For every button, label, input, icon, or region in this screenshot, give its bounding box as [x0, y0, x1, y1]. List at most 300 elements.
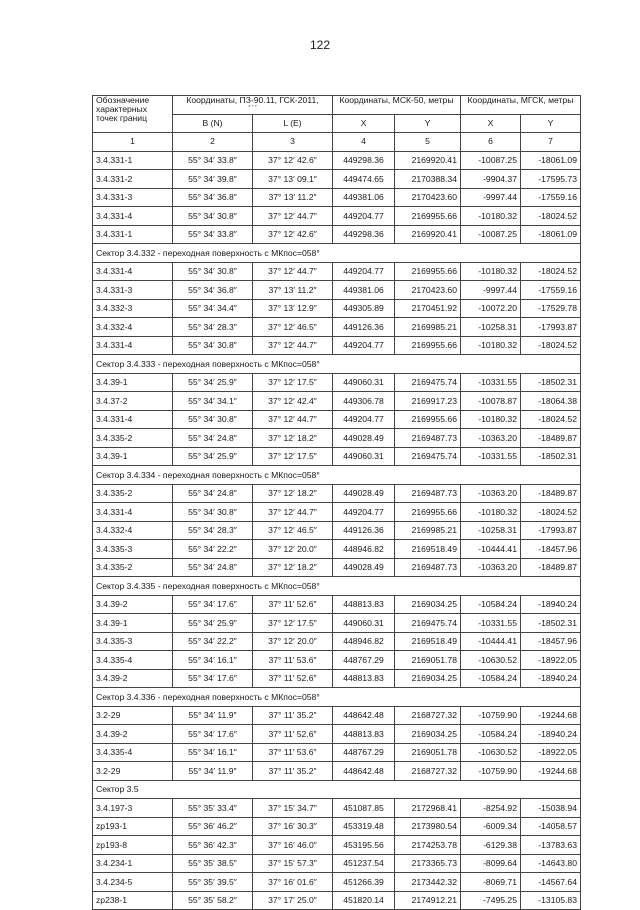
- longitude-cell: 37° 12′ 17.5″: [253, 447, 333, 466]
- table-row: [93, 484, 581, 503]
- msk-y-cell: 2169920.41: [395, 225, 461, 244]
- longitude-cell: 37° 12′ 44.7″: [253, 336, 333, 355]
- sector-header-row: [93, 244, 581, 263]
- mgsk-x-cell: -9997.44: [461, 188, 521, 207]
- point-id-cell: 3.4.335-2: [93, 429, 173, 448]
- table-row: [93, 447, 581, 466]
- msk-y-cell: 2169487.73: [395, 558, 461, 577]
- mgsk-y-cell: -17559.16: [521, 281, 581, 300]
- table-row: [93, 558, 581, 577]
- mgsk-x-cell: -10180.32: [461, 207, 521, 226]
- msk-y-cell: 2169985.21: [395, 318, 461, 337]
- msk-x-cell: 448767.29: [333, 743, 395, 762]
- latitude-cell: 55° 34′ 39.8″: [173, 170, 253, 189]
- longitude-cell: 37° 12′ 18.2″: [253, 429, 333, 448]
- mgsk-x-cell: -10180.32: [461, 262, 521, 281]
- latitude-cell: 55° 35′ 33.4″: [173, 799, 253, 818]
- longitude-cell: 37° 15′ 57.3″: [253, 854, 333, 873]
- longitude-cell: 37° 11′ 52.6″: [253, 725, 333, 744]
- msk-x-cell: 449204.77: [333, 207, 395, 226]
- table-row: [93, 799, 581, 818]
- msk-x-cell: 449060.31: [333, 614, 395, 633]
- mgsk-y-cell: -18024.52: [521, 410, 581, 429]
- table-row: [93, 170, 581, 189]
- msk-y-cell: 2169034.25: [395, 669, 461, 688]
- point-id-cell: 3.4.335-4: [93, 743, 173, 762]
- point-id-cell: 3.4.331-4: [93, 410, 173, 429]
- msk-x-cell: 449028.49: [333, 429, 395, 448]
- latitude-cell: 55° 34′ 17.6″: [173, 669, 253, 688]
- point-id-cell: 3.4.332-4: [93, 521, 173, 540]
- table-row: [93, 207, 581, 226]
- msk-x-cell: 448946.82: [333, 540, 395, 559]
- table-row: [93, 817, 581, 836]
- table-row: [93, 299, 581, 318]
- sector-title: Сектор 3.4.332 - переходная поверхность с МКпос=058°: [93, 244, 581, 263]
- point-id-cell: 3.4.335-3: [93, 632, 173, 651]
- mgsk-y-cell: -18940.24: [521, 669, 581, 688]
- msk-x-cell: 451087.85: [333, 799, 395, 818]
- msk-x-cell: 449060.31: [333, 373, 395, 392]
- latitude-cell: 55° 34′ 22.2″: [173, 540, 253, 559]
- longitude-cell: 37° 13′ 11.2″: [253, 188, 333, 207]
- mgsk-y-cell: -19244.68: [521, 762, 581, 781]
- mgsk-x-cell: -10078.87: [461, 392, 521, 411]
- msk-x-cell: 448642.48: [333, 762, 395, 781]
- table-row: [93, 595, 581, 614]
- mgsk-y-cell: -18922.05: [521, 743, 581, 762]
- msk-y-cell: 2168727.32: [395, 762, 461, 781]
- mgsk-y-cell: -18061.09: [521, 225, 581, 244]
- mgsk-x-cell: -10759.90: [461, 762, 521, 781]
- msk-y-cell: 2174253.78: [395, 836, 461, 855]
- table-row: [93, 725, 581, 744]
- point-id-cell: 3.4.335-2: [93, 558, 173, 577]
- longitude-cell: 37° 11′ 53.6″: [253, 651, 333, 670]
- latitude-cell: 55° 34′ 11.9″: [173, 706, 253, 725]
- point-id-cell: 3.4.331-4: [93, 336, 173, 355]
- mgsk-x-cell: -10331.55: [461, 447, 521, 466]
- latitude-cell: 55° 35′ 38.5″: [173, 854, 253, 873]
- sector-title: Сектор 3.4.333 - переходная поверхность с МКпос=058°: [93, 355, 581, 374]
- msk-x-cell: 453319.48: [333, 817, 395, 836]
- msk-x-cell: 449474.65: [333, 170, 395, 189]
- table-row: [93, 373, 581, 392]
- sector-header-row: [93, 688, 581, 707]
- msk-x-cell: 449204.77: [333, 503, 395, 522]
- mgsk-y-cell: -17559.16: [521, 188, 581, 207]
- header-b-n: B (N): [173, 114, 253, 133]
- table-row: [93, 540, 581, 559]
- longitude-cell: 37° 12′ 44.7″: [253, 262, 333, 281]
- table-row: [93, 503, 581, 522]
- table-row: [93, 225, 581, 244]
- msk-y-cell: 2169034.25: [395, 595, 461, 614]
- mgsk-x-cell: -10087.25: [461, 225, 521, 244]
- table-row: [93, 429, 581, 448]
- longitude-cell: 37° 13′ 12.9″: [253, 299, 333, 318]
- mgsk-x-cell: -10444.41: [461, 632, 521, 651]
- mgsk-x-cell: -10363.20: [461, 558, 521, 577]
- longitude-cell: 37° 11′ 53.6″: [253, 743, 333, 762]
- mgsk-y-cell: -18502.31: [521, 447, 581, 466]
- msk-x-cell: 453195.56: [333, 836, 395, 855]
- point-id-cell: zp193-1: [93, 817, 173, 836]
- table-row: [93, 743, 581, 762]
- point-id-cell: 3.4.332-3: [93, 299, 173, 318]
- point-id-cell: 3.4.331-1: [93, 151, 173, 170]
- latitude-cell: 55° 34′ 11.9″: [173, 762, 253, 781]
- mgsk-y-cell: -17993.87: [521, 521, 581, 540]
- latitude-cell: 55° 34′ 24.8″: [173, 484, 253, 503]
- longitude-cell: 37° 12′ 18.2″: [253, 484, 333, 503]
- longitude-cell: 37° 12′ 46.5″: [253, 318, 333, 337]
- longitude-cell: 37° 13′ 11.2″: [253, 281, 333, 300]
- header-msk-x: X: [333, 114, 395, 133]
- msk-y-cell: 2172968.41: [395, 799, 461, 818]
- table-row: [93, 262, 581, 281]
- msk-y-cell: 2170423.60: [395, 188, 461, 207]
- msk-y-cell: 2169518.49: [395, 632, 461, 651]
- latitude-cell: 55° 35′ 58.2″: [173, 891, 253, 910]
- mgsk-x-cell: -10584.24: [461, 669, 521, 688]
- latitude-cell: 55° 34′ 17.6″: [173, 595, 253, 614]
- mgsk-y-cell: -18024.52: [521, 503, 581, 522]
- msk-x-cell: 448813.83: [333, 725, 395, 744]
- msk-y-cell: 2173365.73: [395, 854, 461, 873]
- page-number: 122: [309, 38, 331, 52]
- table-row: [93, 836, 581, 855]
- mgsk-y-cell: -17595.73: [521, 170, 581, 189]
- header-pz90-coordinates: [173, 96, 333, 115]
- mgsk-x-cell: -8099.64: [461, 854, 521, 873]
- point-id-cell: 3.4.39-2: [93, 725, 173, 744]
- table-row: [93, 614, 581, 633]
- latitude-cell: 55° 34′ 33.8″: [173, 225, 253, 244]
- longitude-cell: 37° 12′ 42.6″: [253, 151, 333, 170]
- latitude-cell: 55° 34′ 25.9″: [173, 614, 253, 633]
- msk-x-cell: 449305.89: [333, 299, 395, 318]
- column-number: 5: [395, 133, 461, 152]
- latitude-cell: 55° 34′ 30.8″: [173, 207, 253, 226]
- table-row: [93, 873, 581, 892]
- msk-y-cell: 2170423.60: [395, 281, 461, 300]
- msk-x-cell: 448642.48: [333, 706, 395, 725]
- table-row: [93, 762, 581, 781]
- msk-y-cell: 2169034.25: [395, 725, 461, 744]
- msk-y-cell: 2174912.21: [395, 891, 461, 910]
- mgsk-x-cell: -10072.20: [461, 299, 521, 318]
- longitude-cell: 37° 12′ 44.7″: [253, 207, 333, 226]
- msk-x-cell: 451266.39: [333, 873, 395, 892]
- header-mgsk-coordinates: Координаты, МГСК, метры: [461, 96, 581, 115]
- longitude-cell: 37° 17′ 25.0″: [253, 891, 333, 910]
- latitude-cell: 55° 34′ 16.1″: [173, 743, 253, 762]
- msk-y-cell: 2169917.23: [395, 392, 461, 411]
- latitude-cell: 55° 34′ 34.4″: [173, 299, 253, 318]
- latitude-cell: 55° 34′ 25.9″: [173, 373, 253, 392]
- header-pz90-units: ° ′ ″: [248, 105, 257, 111]
- msk-y-cell: 2173980.54: [395, 817, 461, 836]
- latitude-cell: 55° 35′ 39.5″: [173, 873, 253, 892]
- longitude-cell: 37° 12′ 42.6″: [253, 225, 333, 244]
- latitude-cell: 55° 34′ 36.8″: [173, 281, 253, 300]
- point-id-cell: 3.4.331-1: [93, 225, 173, 244]
- msk-x-cell: 449298.36: [333, 151, 395, 170]
- latitude-cell: 55° 34′ 30.8″: [173, 262, 253, 281]
- point-id-cell: 3.4.234-5: [93, 873, 173, 892]
- latitude-cell: 55° 36′ 42.3″: [173, 836, 253, 855]
- mgsk-x-cell: -10180.32: [461, 336, 521, 355]
- latitude-cell: 55° 34′ 24.8″: [173, 429, 253, 448]
- point-id-cell: 3.4.331-2: [93, 170, 173, 189]
- point-id-cell: 3.4.331-3: [93, 281, 173, 300]
- point-id-cell: 3.4.37-2: [93, 392, 173, 411]
- longitude-cell: 37° 11′ 35.2″: [253, 706, 333, 725]
- msk-x-cell: 449126.36: [333, 521, 395, 540]
- latitude-cell: 55° 34′ 33.8″: [173, 151, 253, 170]
- latitude-cell: 55° 34′ 17.6″: [173, 725, 253, 744]
- msk-x-cell: 449381.06: [333, 188, 395, 207]
- point-id-cell: zp193-8: [93, 836, 173, 855]
- longitude-cell: 37° 12′ 46.5″: [253, 521, 333, 540]
- msk-x-cell: 449028.49: [333, 484, 395, 503]
- mgsk-y-cell: -18064.38: [521, 392, 581, 411]
- mgsk-y-cell: -18061.09: [521, 151, 581, 170]
- table-row: [93, 891, 581, 910]
- msk-y-cell: 2170451.92: [395, 299, 461, 318]
- msk-y-cell: 2169475.74: [395, 614, 461, 633]
- mgsk-x-cell: -10087.25: [461, 151, 521, 170]
- msk-x-cell: 449204.77: [333, 262, 395, 281]
- mgsk-x-cell: -10759.90: [461, 706, 521, 725]
- table-row: [93, 410, 581, 429]
- mgsk-y-cell: -18940.24: [521, 595, 581, 614]
- msk-y-cell: 2169487.73: [395, 484, 461, 503]
- msk-x-cell: 449204.77: [333, 410, 395, 429]
- msk-x-cell: 451820.14: [333, 891, 395, 910]
- column-number: 7: [521, 133, 581, 152]
- point-id-cell: 3.4.332-4: [93, 318, 173, 337]
- mgsk-y-cell: -13783.63: [521, 836, 581, 855]
- mgsk-y-cell: -14058.57: [521, 817, 581, 836]
- mgsk-y-cell: -18489.87: [521, 484, 581, 503]
- point-id-cell: 3.4.39-1: [93, 447, 173, 466]
- longitude-cell: 37° 16′ 46.0″: [253, 836, 333, 855]
- longitude-cell: 37° 12′ 44.7″: [253, 503, 333, 522]
- msk-y-cell: 2169920.41: [395, 151, 461, 170]
- latitude-cell: 55° 34′ 30.8″: [173, 503, 253, 522]
- table-row: [93, 651, 581, 670]
- msk-y-cell: 2169051.78: [395, 651, 461, 670]
- point-id-cell: 3.4.39-2: [93, 595, 173, 614]
- longitude-cell: 37° 16′ 30.3″: [253, 817, 333, 836]
- point-id-cell: 3.2-29: [93, 762, 173, 781]
- msk-y-cell: 2169985.21: [395, 521, 461, 540]
- latitude-cell: 55° 34′ 25.9″: [173, 447, 253, 466]
- sector-title: Сектор 3.5: [93, 780, 581, 799]
- msk-x-cell: 448813.83: [333, 595, 395, 614]
- mgsk-y-cell: -18940.24: [521, 725, 581, 744]
- table-row: [93, 188, 581, 207]
- mgsk-y-cell: -19244.68: [521, 706, 581, 725]
- mgsk-y-cell: -18024.52: [521, 336, 581, 355]
- msk-y-cell: 2170388.34: [395, 170, 461, 189]
- sector-title: Сектор 3.4.334 - переходная поверхность с МКпос=058°: [93, 466, 581, 485]
- mgsk-y-cell: -18489.87: [521, 558, 581, 577]
- msk-y-cell: 2169955.66: [395, 410, 461, 429]
- mgsk-y-cell: -18457.96: [521, 632, 581, 651]
- msk-y-cell: 2169955.66: [395, 207, 461, 226]
- coordinates-table: [92, 95, 581, 910]
- longitude-cell: 37° 12′ 44.7″: [253, 410, 333, 429]
- msk-y-cell: 2169955.66: [395, 503, 461, 522]
- mgsk-x-cell: -9997.44: [461, 281, 521, 300]
- longitude-cell: 37° 12′ 17.5″: [253, 373, 333, 392]
- point-id-cell: 3.4.39-1: [93, 373, 173, 392]
- latitude-cell: 55° 34′ 16.1″: [173, 651, 253, 670]
- table-row: [93, 854, 581, 873]
- column-number: 2: [173, 133, 253, 152]
- point-id-cell: 3.4.197-3: [93, 799, 173, 818]
- sector-title: Сектор 3.4.336 - переходная поверхность с МКпос=058°: [93, 688, 581, 707]
- msk-y-cell: 2169518.49: [395, 540, 461, 559]
- table-row: [93, 392, 581, 411]
- table-row: [93, 336, 581, 355]
- header-mgsk-x: X: [461, 114, 521, 133]
- longitude-cell: 37° 12′ 18.2″: [253, 558, 333, 577]
- msk-x-cell: 448946.82: [333, 632, 395, 651]
- latitude-cell: 55° 34′ 34.1″: [173, 392, 253, 411]
- msk-x-cell: 449028.49: [333, 558, 395, 577]
- point-id-cell: 3.4.39-1: [93, 614, 173, 633]
- latitude-cell: 55° 34′ 28.3″: [173, 318, 253, 337]
- mgsk-x-cell: -10258.31: [461, 318, 521, 337]
- longitude-cell: 37° 15′ 34.7″: [253, 799, 333, 818]
- mgsk-y-cell: -18922.05: [521, 651, 581, 670]
- table-row: [93, 151, 581, 170]
- sector-header-row: [93, 355, 581, 374]
- longitude-cell: 37° 11′ 52.6″: [253, 595, 333, 614]
- table-row: [93, 281, 581, 300]
- point-id-cell: 3.4.335-2: [93, 484, 173, 503]
- mgsk-x-cell: -10584.24: [461, 725, 521, 744]
- msk-x-cell: 449126.36: [333, 318, 395, 337]
- mgsk-y-cell: -18457.96: [521, 540, 581, 559]
- sector-header-row: [93, 780, 581, 799]
- msk-x-cell: 448813.83: [333, 669, 395, 688]
- msk-x-cell: 449060.31: [333, 447, 395, 466]
- latitude-cell: 55° 34′ 22.2″: [173, 632, 253, 651]
- mgsk-x-cell: -7495.25: [461, 891, 521, 910]
- msk-y-cell: 2169955.66: [395, 262, 461, 281]
- msk-x-cell: 449298.36: [333, 225, 395, 244]
- mgsk-y-cell: -18024.52: [521, 262, 581, 281]
- mgsk-x-cell: -10444.41: [461, 540, 521, 559]
- mgsk-x-cell: -10180.32: [461, 410, 521, 429]
- latitude-cell: 55° 34′ 30.8″: [173, 336, 253, 355]
- mgsk-y-cell: -18502.31: [521, 614, 581, 633]
- mgsk-y-cell: -17993.87: [521, 318, 581, 337]
- mgsk-y-cell: -18024.52: [521, 207, 581, 226]
- msk-y-cell: 2169051.78: [395, 743, 461, 762]
- longitude-cell: 37° 12′ 42.4″: [253, 392, 333, 411]
- mgsk-y-cell: -14643.80: [521, 854, 581, 873]
- sector-header-row: [93, 577, 581, 596]
- msk-y-cell: 2169487.73: [395, 429, 461, 448]
- column-number: 3: [253, 133, 333, 152]
- latitude-cell: 55° 34′ 28.3″: [173, 521, 253, 540]
- latitude-cell: 55° 34′ 36.8″: [173, 188, 253, 207]
- mgsk-y-cell: -17529.78: [521, 299, 581, 318]
- latitude-cell: 55° 34′ 24.8″: [173, 558, 253, 577]
- header-msk-y: Y: [395, 114, 461, 133]
- longitude-cell: 37° 13′ 09.1″: [253, 170, 333, 189]
- mgsk-y-cell: -14567.64: [521, 873, 581, 892]
- point-id-cell: 3.4.335-4: [93, 651, 173, 670]
- table-row: [93, 632, 581, 651]
- mgsk-x-cell: -10363.20: [461, 484, 521, 503]
- table-row: [93, 318, 581, 337]
- msk-y-cell: 2169475.74: [395, 373, 461, 392]
- point-id-cell: 3.4.335-3: [93, 540, 173, 559]
- table-row: [93, 521, 581, 540]
- longitude-cell: 37° 11′ 35.2″: [253, 762, 333, 781]
- point-id-cell: 3.4.39-2: [93, 669, 173, 688]
- point-id-cell: 3.4.331-4: [93, 207, 173, 226]
- longitude-cell: 37° 12′ 20.0″: [253, 632, 333, 651]
- header-point-designation: Обозначение характерных точек границ: [93, 96, 173, 133]
- table-body: [93, 151, 581, 910]
- longitude-cell: 37° 12′ 20.0″: [253, 540, 333, 559]
- mgsk-x-cell: -10584.24: [461, 595, 521, 614]
- mgsk-x-cell: -10363.20: [461, 429, 521, 448]
- point-id-cell: zp238-1: [93, 891, 173, 910]
- sector-title: Сектор 3.4.335 - переходная поверхность с МКпос=058°: [93, 577, 581, 596]
- table-row: [93, 669, 581, 688]
- mgsk-x-cell: -10331.55: [461, 373, 521, 392]
- header-pz90-label: Координаты, ПЗ-90.11, ГСК-2011,: [186, 95, 319, 105]
- msk-x-cell: 451237.54: [333, 854, 395, 873]
- header-msk50-coordinates: Координаты, МСК-50, метры: [333, 96, 461, 115]
- column-number: 6: [461, 133, 521, 152]
- mgsk-x-cell: -10258.31: [461, 521, 521, 540]
- mgsk-y-cell: -18489.87: [521, 429, 581, 448]
- mgsk-y-cell: -18502.31: [521, 373, 581, 392]
- mgsk-x-cell: -10180.32: [461, 503, 521, 522]
- msk-x-cell: 449306.78: [333, 392, 395, 411]
- column-number: 1: [93, 133, 173, 152]
- msk-y-cell: 2169955.66: [395, 336, 461, 355]
- longitude-cell: 37° 12′ 17.5″: [253, 614, 333, 633]
- sector-header-row: [93, 466, 581, 485]
- mgsk-x-cell: -6129.38: [461, 836, 521, 855]
- column-number: 4: [333, 133, 395, 152]
- longitude-cell: 37° 16′ 01.6″: [253, 873, 333, 892]
- point-id-cell: 3.4.234-1: [93, 854, 173, 873]
- point-id-cell: 3.4.331-4: [93, 262, 173, 281]
- msk-x-cell: 448767.29: [333, 651, 395, 670]
- latitude-cell: 55° 36′ 46.2″: [173, 817, 253, 836]
- msk-x-cell: 449204.77: [333, 336, 395, 355]
- header-l-e: L (E): [253, 114, 333, 133]
- mgsk-x-cell: -8069.71: [461, 873, 521, 892]
- msk-y-cell: 2169475.74: [395, 447, 461, 466]
- msk-x-cell: 449381.06: [333, 281, 395, 300]
- mgsk-x-cell: -8254.92: [461, 799, 521, 818]
- mgsk-x-cell: -10331.55: [461, 614, 521, 633]
- point-id-cell: 3.4.331-3: [93, 188, 173, 207]
